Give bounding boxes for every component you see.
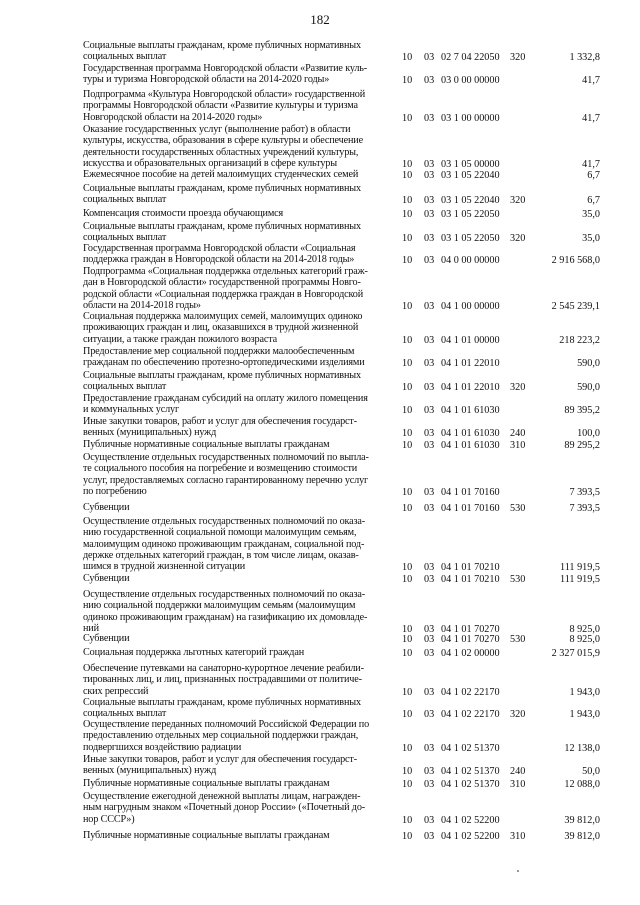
row-name-line: Субвенции bbox=[83, 502, 130, 513]
row-subsection: 03 bbox=[424, 428, 435, 440]
row-name bbox=[83, 633, 393, 644]
row-amount: 590,0 bbox=[577, 382, 600, 394]
row-name-line: услуг, предоставляемых согласно гарантированному перечню услуг bbox=[83, 474, 369, 486]
row-section: 10 bbox=[402, 574, 413, 585]
row-name-line: Социальные выплаты гражданам, кроме публичных нормативных bbox=[83, 221, 361, 232]
row-subsection: 03 bbox=[424, 52, 435, 64]
row-subsection: 03 bbox=[424, 334, 435, 346]
row-section: 10 bbox=[402, 428, 413, 440]
row-name bbox=[83, 393, 393, 416]
row-subsection: 03 bbox=[424, 779, 435, 790]
row-target-article: 04 1 01 70270 bbox=[441, 634, 500, 645]
row-name bbox=[83, 40, 393, 63]
row-amount: 6,7 bbox=[587, 195, 600, 207]
row-section: 10 bbox=[402, 382, 413, 394]
row-name-line: программы Новгородской области «Развитие культуры и туризма bbox=[83, 100, 358, 112]
row-target-article: 03 1 05 22040 bbox=[441, 170, 500, 181]
row-expense-type: 530 bbox=[510, 503, 526, 514]
row-name-line: ситуации, а также граждан пожилого возраста bbox=[83, 333, 278, 345]
row-amount: 41,7 bbox=[582, 158, 600, 170]
row-name-line: социальных выплат bbox=[83, 232, 167, 244]
row-section: 10 bbox=[402, 623, 413, 635]
row-name-line: социальных выплат bbox=[83, 51, 167, 63]
row-amount: 7 393,5 bbox=[569, 486, 600, 498]
row-subsection: 03 bbox=[424, 634, 435, 645]
row-target-article: 04 0 00 00000 bbox=[441, 255, 500, 267]
row-expense-type: 320 bbox=[510, 382, 526, 394]
page-number: 182 bbox=[310, 12, 330, 27]
row-name-line: Осуществление отдельных государственных полномочий по оказа- bbox=[83, 516, 366, 527]
row-amount: 8 925,0 bbox=[569, 623, 600, 635]
row-subsection: 03 bbox=[424, 486, 435, 498]
row-name bbox=[83, 778, 393, 789]
row-name bbox=[83, 754, 393, 777]
row-target-article: 04 1 01 61030 bbox=[441, 405, 500, 417]
row-section: 10 bbox=[402, 814, 413, 826]
row-target-article: 04 1 02 00000 bbox=[441, 648, 500, 659]
row-name bbox=[83, 416, 393, 439]
row-target-article: 04 1 01 70210 bbox=[441, 562, 500, 574]
row-name bbox=[83, 63, 393, 86]
row-amount: 590,0 bbox=[577, 358, 600, 370]
row-subsection: 03 bbox=[424, 405, 435, 417]
row-expense-type: 310 bbox=[510, 779, 526, 790]
row-subsection: 03 bbox=[424, 623, 435, 635]
row-name-line: гражданам по обеспечению протезно-ортопедическими изделиями bbox=[83, 357, 365, 369]
row-target-article: 04 1 02 51370 bbox=[441, 779, 500, 790]
row-target-article: 04 1 01 61030 bbox=[441, 428, 500, 440]
row-name bbox=[83, 439, 393, 450]
row-name-line: шимся в трудной жизненной ситуации bbox=[83, 561, 246, 573]
row-amount: 41,7 bbox=[582, 112, 600, 124]
row-name-line: проживающих граждан и лиц, оказавшихся в трудной жизненной bbox=[83, 322, 359, 334]
row-name-line: искусства и образовательных организаций в сфере культуры bbox=[83, 157, 337, 169]
row-name bbox=[83, 663, 393, 697]
row-amount: 35,0 bbox=[582, 209, 600, 220]
scan-speck bbox=[517, 870, 519, 872]
row-name-line: Публичные нормативные социальные выплаты гражданам bbox=[83, 830, 330, 841]
row-name-line: венных (муниципальных) нужд bbox=[83, 765, 217, 777]
row-subsection: 03 bbox=[424, 766, 435, 778]
row-amount: 8 925,0 bbox=[569, 634, 600, 645]
row-amount: 111 919,5 bbox=[560, 574, 600, 585]
row-name-line: Подпрограмма «Социальная поддержка отдельных категорий граж- bbox=[83, 266, 368, 277]
row-amount: 7 393,5 bbox=[569, 503, 600, 514]
row-name bbox=[83, 830, 393, 841]
row-name-line: Предоставление мер социальной поддержки малообеспеченным bbox=[83, 346, 355, 357]
row-name bbox=[83, 243, 393, 266]
row-name-line: нию государственной социальной помощи малоимущим семьям, bbox=[83, 527, 357, 539]
row-name-line: дан в Новгородской области» государственной программы Новго- bbox=[83, 277, 361, 289]
row-name bbox=[83, 346, 393, 369]
row-name-line: области на 2014-2018 годы» bbox=[83, 299, 201, 311]
row-name-line: Социальные выплаты гражданам, кроме публичных нормативных bbox=[83, 697, 361, 708]
row-section: 10 bbox=[402, 709, 413, 721]
row-name-line: Публичные нормативные социальные выплаты гражданам bbox=[83, 439, 330, 450]
row-target-article: 04 1 02 51370 bbox=[441, 766, 500, 778]
row-name-line: деятельности государственных областных учреждений культуры, bbox=[83, 146, 359, 158]
row-section: 10 bbox=[402, 209, 413, 220]
row-subsection: 03 bbox=[424, 574, 435, 585]
row-target-article: 04 1 00 00000 bbox=[441, 300, 500, 312]
row-name-line: поддержка граждан в Новгородской области на 2014-2018 годы» bbox=[83, 254, 355, 266]
row-name bbox=[83, 502, 393, 513]
row-expense-type: 320 bbox=[510, 195, 526, 207]
row-target-article: 04 1 01 70210 bbox=[441, 574, 500, 585]
row-section: 10 bbox=[402, 112, 413, 124]
row-name bbox=[83, 208, 393, 219]
row-amount: 2 327 015,9 bbox=[551, 648, 600, 659]
row-amount: 100,0 bbox=[577, 428, 600, 440]
row-name bbox=[83, 89, 393, 123]
row-section: 10 bbox=[402, 158, 413, 170]
row-name bbox=[83, 221, 393, 244]
row-subsection: 03 bbox=[424, 255, 435, 267]
row-section: 10 bbox=[402, 686, 413, 698]
row-amount: 35,0 bbox=[582, 233, 600, 245]
row-name-line: Социальные выплаты гражданам, кроме публичных нормативных bbox=[83, 40, 361, 51]
row-name-line: Публичные нормативные социальные выплаты гражданам bbox=[83, 778, 330, 789]
row-name-line: Субвенции bbox=[83, 633, 130, 644]
row-name-line: Предоставление гражданам субсидий на оплату жилого помещения bbox=[83, 393, 368, 404]
row-name-line: Социальная поддержка льготных категорий граждан bbox=[83, 647, 305, 658]
row-amount: 1 943,0 bbox=[569, 709, 600, 721]
row-name-line: и коммунальных услуг bbox=[83, 404, 180, 416]
row-name-line: Компенсация стоимости проезда обучающимся bbox=[83, 208, 284, 219]
row-amount: 1 332,8 bbox=[569, 52, 600, 64]
row-target-article: 04 1 01 70270 bbox=[441, 623, 500, 635]
row-name-line: предоставлению отдельных мер социальной поддержки граждан, bbox=[83, 730, 359, 742]
row-name-line: ских репрессий bbox=[83, 685, 149, 697]
row-name-line: те социального пособия на погребение и возмещению стоимости bbox=[83, 463, 358, 475]
row-section: 10 bbox=[402, 75, 413, 87]
row-subsection: 03 bbox=[424, 158, 435, 170]
row-subsection: 03 bbox=[424, 814, 435, 826]
row-section: 10 bbox=[402, 300, 413, 312]
row-subsection: 03 bbox=[424, 562, 435, 574]
row-subsection: 03 bbox=[424, 742, 435, 754]
row-name-line: Ежемесячное пособие на детей малоимущих студенческих семей bbox=[83, 169, 359, 180]
row-name-line: Социальная поддержка малоимущих семей, малоимущих одиноко bbox=[83, 311, 363, 322]
row-section: 10 bbox=[402, 486, 413, 498]
row-amount: 12 088,0 bbox=[564, 779, 600, 790]
row-name-line: Субвенции bbox=[83, 573, 130, 584]
row-name bbox=[83, 124, 393, 169]
row-amount: 50,0 bbox=[582, 766, 600, 778]
row-target-article: 04 1 02 22170 bbox=[441, 686, 500, 698]
row-section: 10 bbox=[402, 52, 413, 64]
row-name-line: Социальные выплаты гражданам, кроме публичных нормативных bbox=[83, 183, 361, 194]
row-target-article: 04 1 01 22010 bbox=[441, 382, 500, 394]
row-name bbox=[83, 647, 393, 658]
row-name bbox=[83, 719, 393, 753]
row-section: 10 bbox=[402, 440, 413, 451]
row-name bbox=[83, 311, 393, 345]
row-name-line: Оказание государственных услуг (выполнение работ) в области bbox=[83, 124, 351, 135]
row-target-article: 03 1 05 22040 bbox=[441, 195, 500, 207]
row-name-line: ний bbox=[83, 622, 99, 634]
row-expense-type: 310 bbox=[510, 440, 526, 451]
row-subsection: 03 bbox=[424, 440, 435, 451]
row-name-line: социальных выплат bbox=[83, 381, 167, 393]
row-expense-type: 320 bbox=[510, 52, 526, 64]
row-amount: 89 395,2 bbox=[564, 405, 600, 417]
row-target-article: 04 1 01 70160 bbox=[441, 486, 500, 498]
row-name-line: Новгородской области на 2014-2020 годы» bbox=[83, 111, 263, 123]
row-subsection: 03 bbox=[424, 709, 435, 721]
row-section: 10 bbox=[402, 648, 413, 659]
row-target-article: 04 1 01 22010 bbox=[441, 358, 500, 370]
row-name-line: Осуществление ежегодной денежной выплаты лицам, награжден- bbox=[83, 791, 361, 802]
row-amount: 2 916 568,0 bbox=[551, 255, 600, 267]
row-section: 10 bbox=[402, 634, 413, 645]
row-target-article: 04 1 01 61030 bbox=[441, 440, 500, 451]
row-subsection: 03 bbox=[424, 233, 435, 245]
row-section: 10 bbox=[402, 358, 413, 370]
row-subsection: 03 bbox=[424, 358, 435, 370]
row-amount: 39 812,0 bbox=[564, 814, 600, 826]
row-name bbox=[83, 452, 393, 497]
row-expense-type: 530 bbox=[510, 574, 526, 585]
row-name-line: Государственная программа Новгородской области «Развитие куль- bbox=[83, 63, 368, 74]
row-name-line: родской области «Социальная поддержка граждан в Новгородской bbox=[83, 288, 364, 300]
row-name bbox=[83, 169, 393, 180]
row-name bbox=[83, 791, 393, 825]
row-section: 10 bbox=[402, 233, 413, 245]
row-section: 10 bbox=[402, 255, 413, 267]
row-name-line: социальных выплат bbox=[83, 194, 167, 206]
row-expense-type: 320 bbox=[510, 233, 526, 245]
row-subsection: 03 bbox=[424, 112, 435, 124]
row-name bbox=[83, 516, 393, 572]
row-name bbox=[83, 589, 393, 634]
row-target-article: 03 0 00 00000 bbox=[441, 75, 500, 87]
row-name-line: подвергшихся воздействию радиации bbox=[83, 741, 242, 753]
row-expense-type: 240 bbox=[510, 766, 526, 778]
row-amount: 12 138,0 bbox=[564, 742, 600, 754]
row-amount: 2 545 239,1 bbox=[551, 300, 600, 312]
row-section: 10 bbox=[402, 503, 413, 514]
row-name bbox=[83, 266, 393, 311]
row-name-line: Осуществление отдельных государственных полномочий по оказа- bbox=[83, 589, 366, 600]
row-name-line: одиноко проживающим гражданам) на газификацию их домовладе- bbox=[83, 611, 368, 623]
row-name-line: социальных выплат bbox=[83, 708, 167, 720]
row-section: 10 bbox=[402, 742, 413, 754]
row-name bbox=[83, 573, 393, 584]
row-target-article: 03 1 00 00000 bbox=[441, 112, 500, 124]
row-name-line: Осуществление отдельных государственных полномочий по выпла- bbox=[83, 452, 369, 463]
row-subsection: 03 bbox=[424, 831, 435, 842]
row-target-article: 04 1 01 00000 bbox=[441, 334, 500, 346]
row-section: 10 bbox=[402, 562, 413, 574]
row-target-article: 04 1 01 70160 bbox=[441, 503, 500, 514]
row-name-line: культуры, искусства, образования в сфере культуры и обеспечение bbox=[83, 135, 363, 147]
row-name-line: Подпрограмма «Культура Новгородской области» государственной bbox=[83, 89, 366, 100]
row-name-line: тированных лиц, и лиц, признанных пострадавшими от политиче- bbox=[83, 674, 362, 686]
row-name bbox=[83, 183, 393, 206]
row-subsection: 03 bbox=[424, 195, 435, 207]
row-name-line: нор СССР») bbox=[83, 813, 135, 825]
row-name-line: туры и туризма Новгородской области на 2014-2020 годы» bbox=[83, 74, 330, 86]
row-name-line: малоимущим одиноко проживающим гражданам, социальной под- bbox=[83, 538, 365, 550]
row-target-article: 04 1 02 52200 bbox=[441, 814, 500, 826]
row-amount: 1 943,0 bbox=[569, 686, 600, 698]
row-amount: 39 812,0 bbox=[564, 831, 600, 842]
row-section: 10 bbox=[402, 170, 413, 181]
row-name-line: держке отдельных категорий граждан, в том числе лицам, оказав- bbox=[83, 549, 359, 561]
row-amount: 111 919,5 bbox=[560, 562, 600, 574]
row-name-line: Иные закупки товаров, работ и услуг для обеспечения государст- bbox=[83, 416, 357, 427]
row-name bbox=[83, 697, 393, 720]
row-name-line: Социальные выплаты гражданам, кроме публичных нормативных bbox=[83, 370, 361, 381]
row-section: 10 bbox=[402, 779, 413, 790]
row-target-article: 03 1 05 00000 bbox=[441, 158, 500, 170]
row-section: 10 bbox=[402, 334, 413, 346]
row-target-article: 04 1 02 52200 bbox=[441, 831, 500, 842]
row-expense-type: 310 bbox=[510, 831, 526, 842]
row-subsection: 03 bbox=[424, 300, 435, 312]
row-name-line: ным нагрудным знаком «Почетный донор России» («Почетный до- bbox=[83, 802, 366, 814]
row-subsection: 03 bbox=[424, 648, 435, 659]
row-target-article: 03 1 05 22050 bbox=[441, 209, 500, 220]
row-subsection: 03 bbox=[424, 686, 435, 698]
row-amount: 218 223,2 bbox=[559, 334, 600, 346]
row-section: 10 bbox=[402, 766, 413, 778]
row-expense-type: 530 bbox=[510, 634, 526, 645]
row-amount: 41,7 bbox=[582, 75, 600, 87]
row-name-line: Осуществление переданных полномочий Российской Федерации по bbox=[83, 719, 370, 730]
row-expense-type: 320 bbox=[510, 709, 526, 721]
row-name-line: нию социальной поддержки малоимущим семьям (малоимущим bbox=[83, 600, 356, 612]
row-subsection: 03 bbox=[424, 209, 435, 220]
row-amount: 6,7 bbox=[587, 170, 600, 181]
row-name-line: Обеспечение путевками на санаторно-курортное лечение реабили- bbox=[83, 663, 364, 674]
row-section: 10 bbox=[402, 405, 413, 417]
row-target-article: 04 1 02 22170 bbox=[441, 709, 500, 721]
row-subsection: 03 bbox=[424, 75, 435, 87]
row-subsection: 03 bbox=[424, 170, 435, 181]
row-subsection: 03 bbox=[424, 382, 435, 394]
row-name-line: по погребению bbox=[83, 485, 147, 497]
row-name-line: Иные закупки товаров, работ и услуг для обеспечения государст- bbox=[83, 754, 357, 765]
row-section: 10 bbox=[402, 195, 413, 207]
row-name bbox=[83, 370, 393, 393]
row-target-article: 04 1 02 51370 bbox=[441, 742, 500, 754]
row-target-article: 02 7 04 22050 bbox=[441, 52, 500, 64]
row-section: 10 bbox=[402, 831, 413, 842]
row-amount: 89 295,2 bbox=[564, 440, 600, 451]
row-subsection: 03 bbox=[424, 503, 435, 514]
row-target-article: 03 1 05 22050 bbox=[441, 233, 500, 245]
row-name-line: венных (муниципальных) нужд bbox=[83, 427, 217, 439]
row-name-line: Государственная программа Новгородской области «Социальная bbox=[83, 243, 356, 254]
row-expense-type: 240 bbox=[510, 428, 526, 440]
